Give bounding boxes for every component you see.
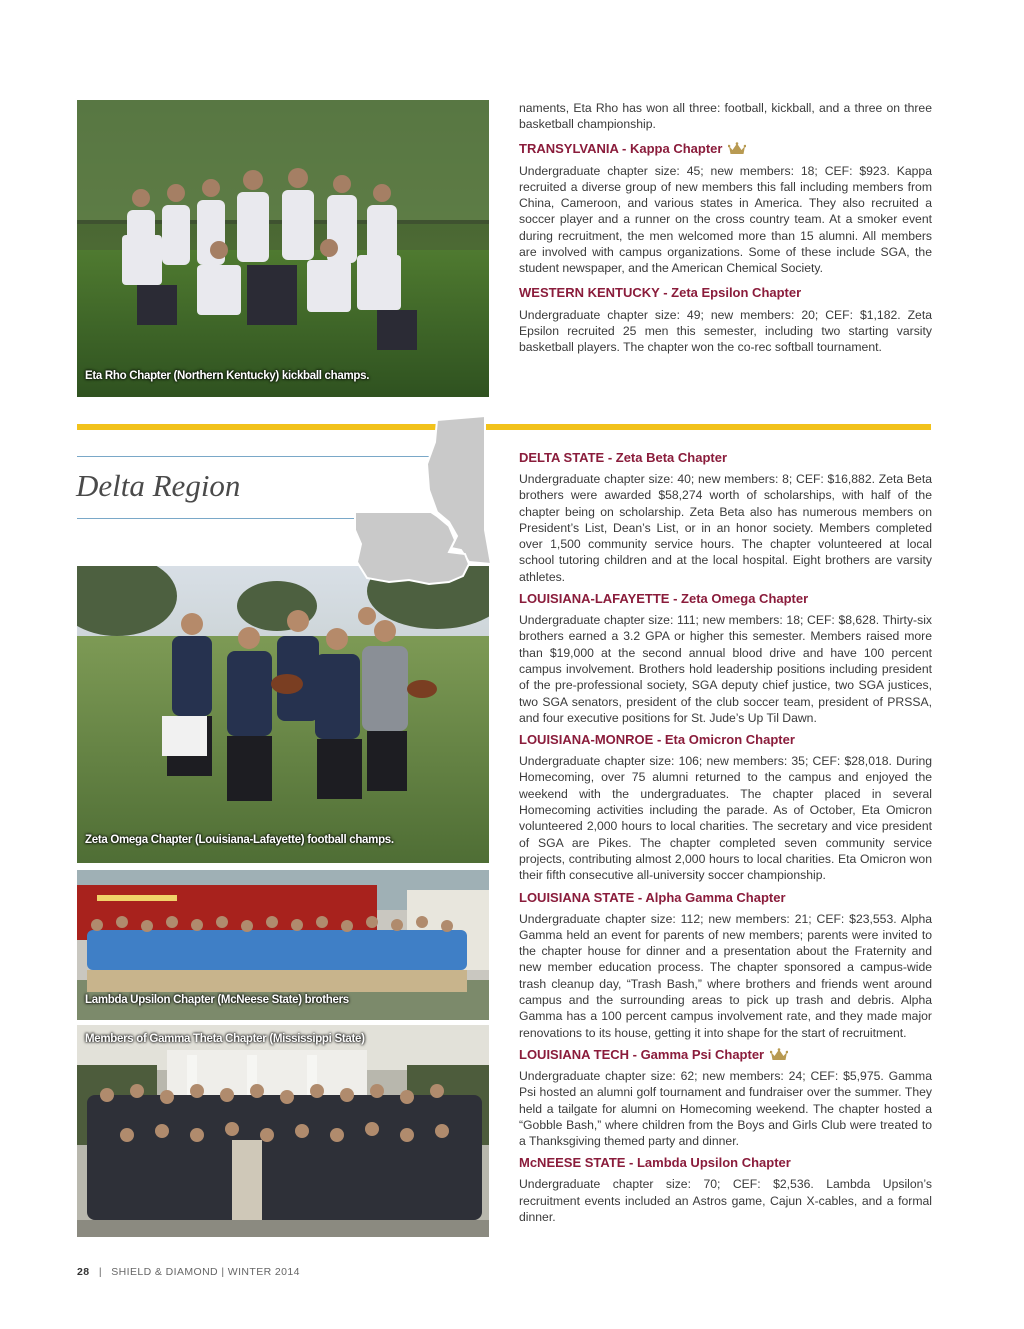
chapter-heading-mcneese-state: McNEESE STATE - Lambda Upsilon Chapter (519, 1155, 791, 1171)
delta-text-column (519, 449, 932, 1225)
chapter-heading-louisiana-monroe: LOUISIANA-MONROE - Eta Omicron Chapter (519, 732, 795, 748)
photo-caption: Eta Rho Chapter (Northern Kentucky) kickball champs. (85, 370, 370, 382)
photo-zeta-omega-image (77, 566, 489, 863)
chapter-heading-louisiana-lafayette: LOUISIANA-LAFAYETTE - Zeta Omega Chapter (519, 591, 809, 607)
top-text-column (519, 100, 932, 356)
chapter-body-delta-state: Undergraduate chapter size: 40; new members: 8; CEF: $16,882. Zeta Beta brothers were awarded $58,274 worth of scholarships, with half of the chapter being on scholarship. Zeta Beta also has numerous members on President’s List, Dean’s List, or in an honor society. Members completed over 1,500 community service hours. The chapter volunteered at local school tutoring children and at the local hospital. Eight brothers are varsity athletes. (519, 472, 932, 584)
crown-icon (728, 142, 746, 155)
photo-caption: Members of Gamma Theta Chapter (Mississippi State) (85, 1033, 365, 1045)
chapter-heading-text: LOUISIANA TECH - Gamma Psi Chapter (519, 1046, 765, 1062)
photo-gamma-theta (77, 1025, 489, 1237)
crown-icon (770, 1048, 788, 1061)
photo-lambda-upsilon (77, 870, 489, 1020)
section-divider-gold (77, 424, 931, 430)
chapter-body-transylvania: Undergraduate chapter size: 45; new members: 18; CEF: $923. Kappa recruited a diverse group of new members this fall including members from China, Cameroon, and various states in America. They also recruited a soccer player and a runner on the cross country team. At a smoker event during recruitment, the men welcomed more than 15 alumni. All members are involved with campus organizations. Some of these include SGA, the student newspaper, and the American Chemical Society. (519, 163, 932, 276)
page-number: 28 (77, 1266, 90, 1278)
chapter-heading-delta-state: DELTA STATE - Zeta Beta Chapter (519, 450, 728, 465)
photo-caption: Zeta Omega Chapter (Louisiana-Lafayette) football champs. (85, 834, 394, 846)
publication-name: SHIELD & DIAMOND | WINTER 2014 (111, 1266, 300, 1278)
page-footer (77, 1266, 300, 1278)
chapter-body-western-kentucky: Undergraduate chapter size: 49; new members: 20; CEF: $1,182. Zeta Epsilon recruited 25 men this semester, including two starting varsity basketball players. The chapter won the co-rec softball tournament. (519, 307, 932, 355)
photo-caption: Lambda Upsilon Chapter (McNeese State) brothers (85, 994, 349, 1006)
chapter-body-mcneese-state: Undergraduate chapter size: 70; CEF: $2,536. Lambda Upsilon’s recruitment events included an Astros game, Cajun X-cables, and a formal dinner. (519, 1177, 932, 1224)
chapter-body-louisiana-monroe: Undergraduate chapter size: 106; new members: 35; CEF: $28,018. During Homecoming, over 75 alumni returned to the campus and enjoyed the weekend with the undergraduates. The chapter placed in several Homecoming activities including the parade. As of October, Eta Omicron volunteered 2,000 hours to local charities. The secretary and vice president of SGA are Pikes. The chapter completed seven community service projects, contributing almost 2,000 hours to local charities. Eta Omicron won their fifth consecutive all-university soccer championship. (519, 754, 932, 883)
chapter-heading-louisiana-tech (519, 1046, 932, 1064)
chapter-heading-louisiana-state: LOUISIANA STATE - Alpha Gamma Chapter (519, 889, 786, 905)
photo-zeta-omega (77, 566, 489, 863)
continued-paragraph: naments, Eta Rho has won all three: football, kickball, and a three on three basketball championship. (519, 101, 932, 132)
photo-eta-rho (77, 100, 489, 397)
photo-gamma-theta-image (77, 1025, 489, 1237)
region-title: Delta Region (76, 468, 241, 503)
chapter-heading-text: TRANSYLVANIA - Kappa Chapter (519, 140, 723, 156)
map-mississippi-louisiana (345, 412, 495, 590)
chapter-body-louisiana-tech: Undergraduate chapter size: 62; new members: 24; CEF: $5,975. Gamma Psi hosted an alumni golf tournament and fundraiser over the summer. They held a tailgate for alumni on Homecoming weekend. The chapter hosted a “Gobble Bash,” where children from the Boys and Girls Club were treated to a Thanksgiving themed party and dinner. (519, 1068, 932, 1149)
photo-eta-rho-image (77, 100, 489, 397)
footer-separator: | (98, 1266, 102, 1278)
chapter-heading-western-kentucky: WESTERN KENTUCKY - Zeta Epsilon Chapter (519, 284, 802, 300)
chapter-body-louisiana-state: Undergraduate chapter size: 112; new members: 21; CEF: $23,553. Alpha Gamma held an event for parents of new members; parents were invited to the chapter house for dinner and a presentation about the Fraternity and new member education process. The chapter sponsored a campus-wide trash cleanup day, “Trash Bash,” where brothers and friends went around campus and the surrounding areas to pick up trash and debris. Alpha Gamma has a 100 percent campus involvement rate, and they made major renovations to its house, getting it into shape for the start of recruitment. (519, 911, 932, 1040)
chapter-heading-transylvania (519, 140, 932, 158)
chapter-body-louisiana-lafayette: Undergraduate chapter size: 111; new members: 18; CEF: $8,628. Thirty-six brothers earned a 3.2 GPA or higher this semester. Members raised more than $19,000 at the second annual blood drive and have 100 percent campus involvement. Brothers hold leadership positions including president of the pre-professional society, SGA deputy chief justice, two SGA justices, two SGA senators, president of the club soccer team, president of PRSSA, and four executive positions for St. Jude’s Up Til Dawn. (519, 613, 932, 725)
